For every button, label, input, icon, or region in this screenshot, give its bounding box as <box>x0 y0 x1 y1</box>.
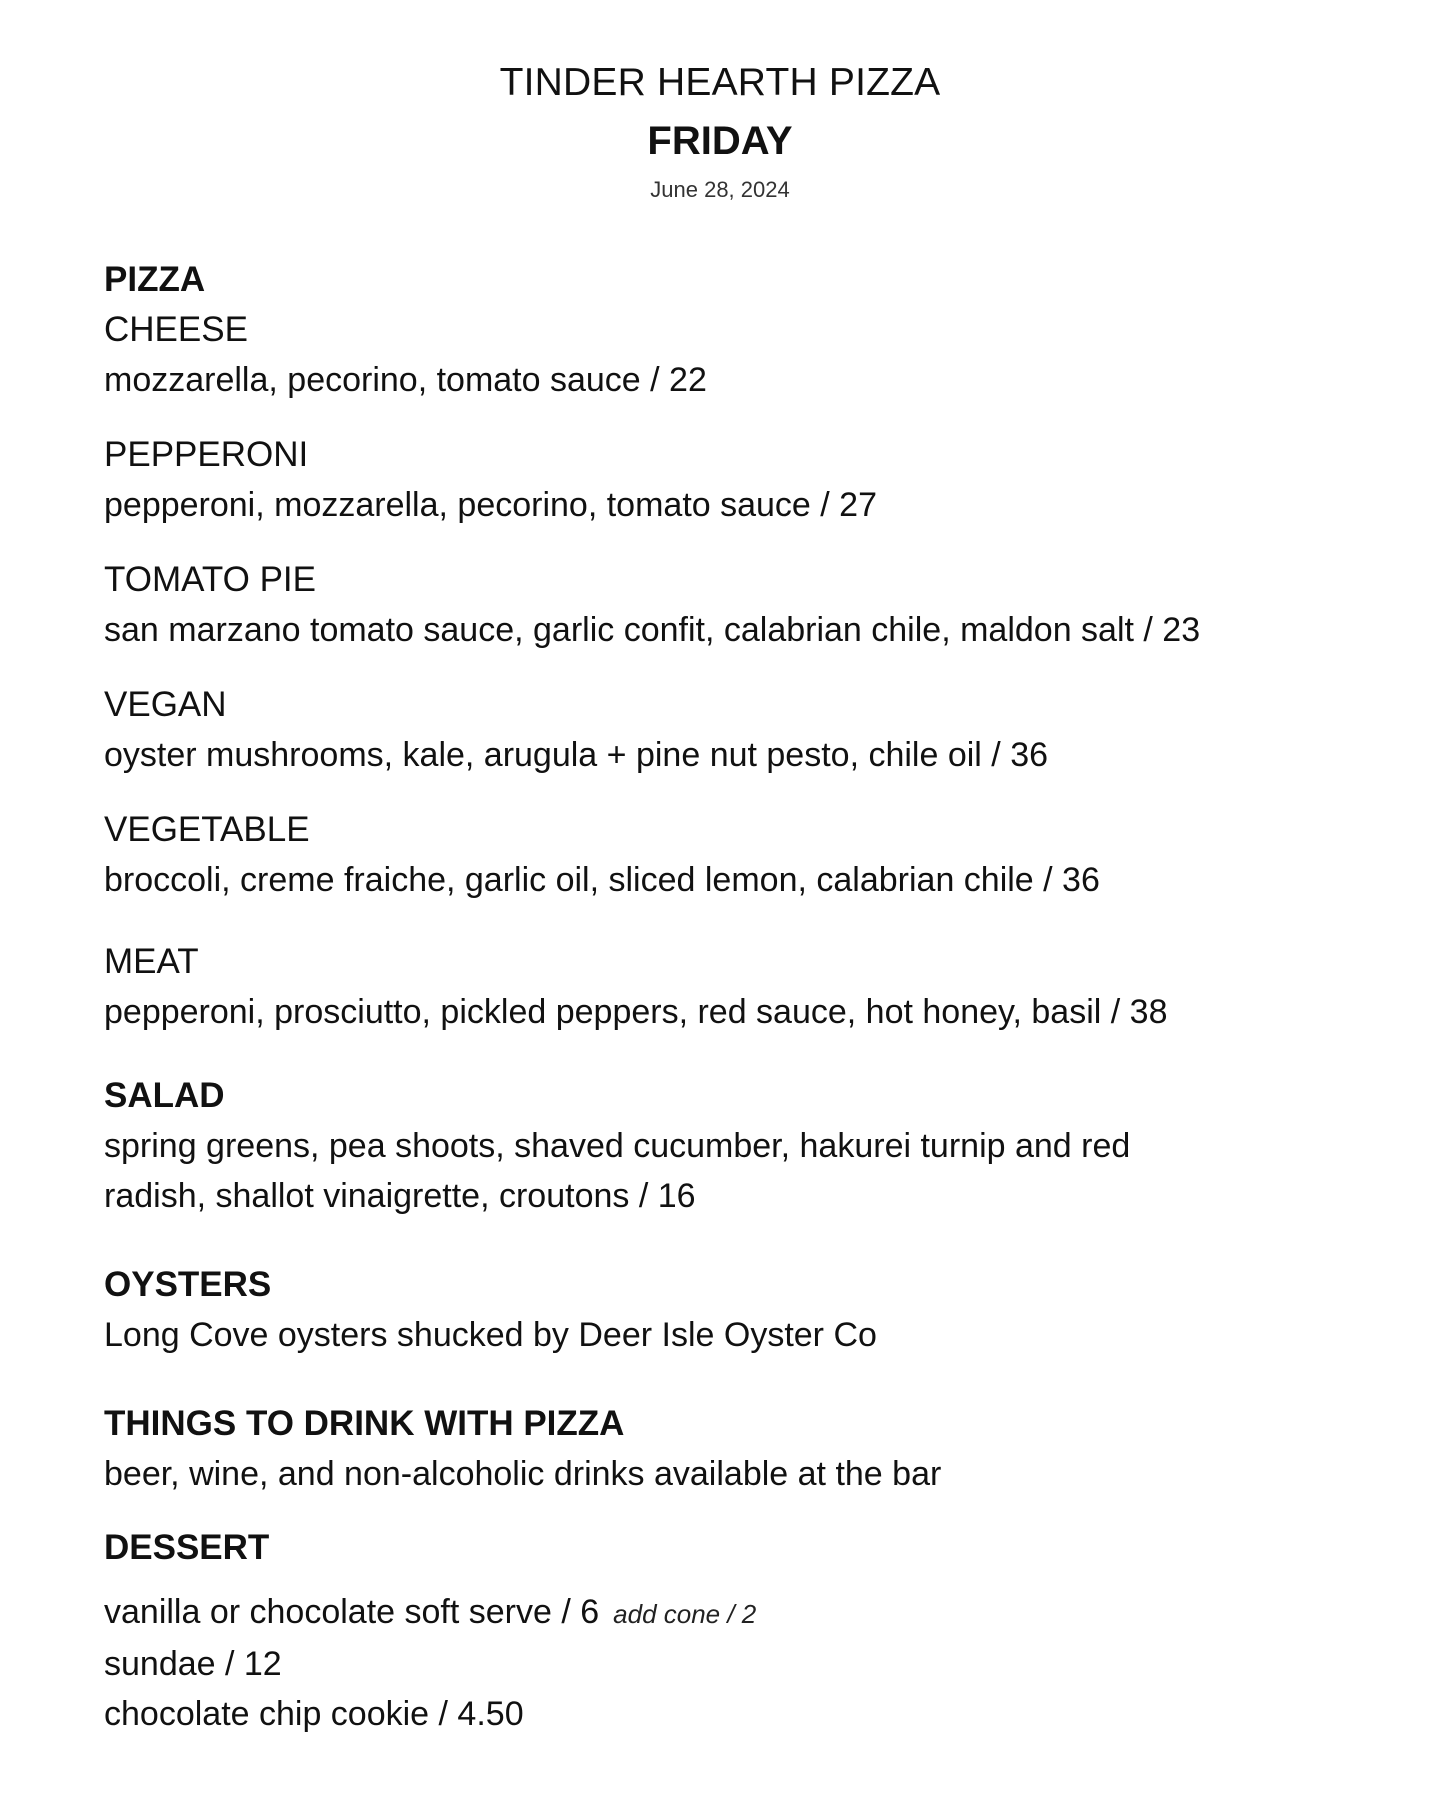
salad-description-line-2: radish, shallot vinaigrette, croutons / 16 <box>104 1177 696 1215</box>
section-title-oysters: OYSTERS <box>104 1265 272 1304</box>
section-title-pizza: PIZZA <box>104 260 206 299</box>
menu-body <box>104 255 1354 1739</box>
menu-item-name: PEPPERONI <box>104 435 309 474</box>
section-title-drinks: THINGS TO DRINK WITH PIZZA <box>104 1404 625 1443</box>
menu-item-name: VEGAN <box>104 685 227 724</box>
menu-date: June 28, 2024 <box>650 177 790 202</box>
pizza-section <box>104 255 1354 1037</box>
menu-item-description: pepperoni, prosciutto, pickled peppers, red sauce, hot honey, basil / 38 <box>104 993 1168 1031</box>
salad-description-line-1: spring greens, pea shoots, shaved cucumber, hakurei turnip and red <box>104 1127 1131 1165</box>
salad-section <box>104 1071 1354 1221</box>
menu-item-description: mozzarella, pecorino, tomato sauce / 22 <box>104 361 707 399</box>
restaurant-name: TINDER HEARTH PIZZA <box>499 61 941 104</box>
dessert-cookie: chocolate chip cookie / 4.50 <box>104 1695 524 1733</box>
add-cone-note: add cone / 2 <box>613 1599 757 1629</box>
dessert-section <box>104 1523 1354 1739</box>
dessert-soft-serve <box>104 1587 1354 1639</box>
menu-day: FRIDAY <box>647 119 793 163</box>
menu-item-description: oyster mushrooms, kale, arugula + pine nut pesto, chile oil / 36 <box>104 736 1049 774</box>
soft-serve-text: vanilla or chocolate soft serve / 6 <box>104 1593 600 1631</box>
dessert-sundae: sundae / 12 <box>104 1645 282 1683</box>
menu-item-name: MEAT <box>104 942 199 981</box>
menu-item-name: TOMATO PIE <box>104 560 316 599</box>
drinks-section <box>104 1399 1354 1499</box>
menu-item-name: VEGETABLE <box>104 810 310 849</box>
menu-item-description: san marzano tomato sauce, garlic confit, calabrian chile, maldon salt / 23 <box>104 611 1201 649</box>
drinks-description: beer, wine, and non-alcoholic drinks available at the bar <box>104 1455 942 1493</box>
oysters-section <box>104 1260 1354 1360</box>
section-title-salad: SALAD <box>104 1076 225 1115</box>
menu-item-description: pepperoni, mozzarella, pecorino, tomato sauce / 27 <box>104 486 878 524</box>
section-title-dessert: DESSERT <box>104 1528 270 1567</box>
oysters-description: Long Cove oysters shucked by Deer Isle Oyster Co <box>104 1316 877 1354</box>
menu-item-name: CHEESE <box>104 310 248 349</box>
menu-item-description: broccoli, creme fraiche, garlic oil, sliced lemon, calabrian chile / 36 <box>104 861 1100 899</box>
menu-header <box>0 58 1440 204</box>
